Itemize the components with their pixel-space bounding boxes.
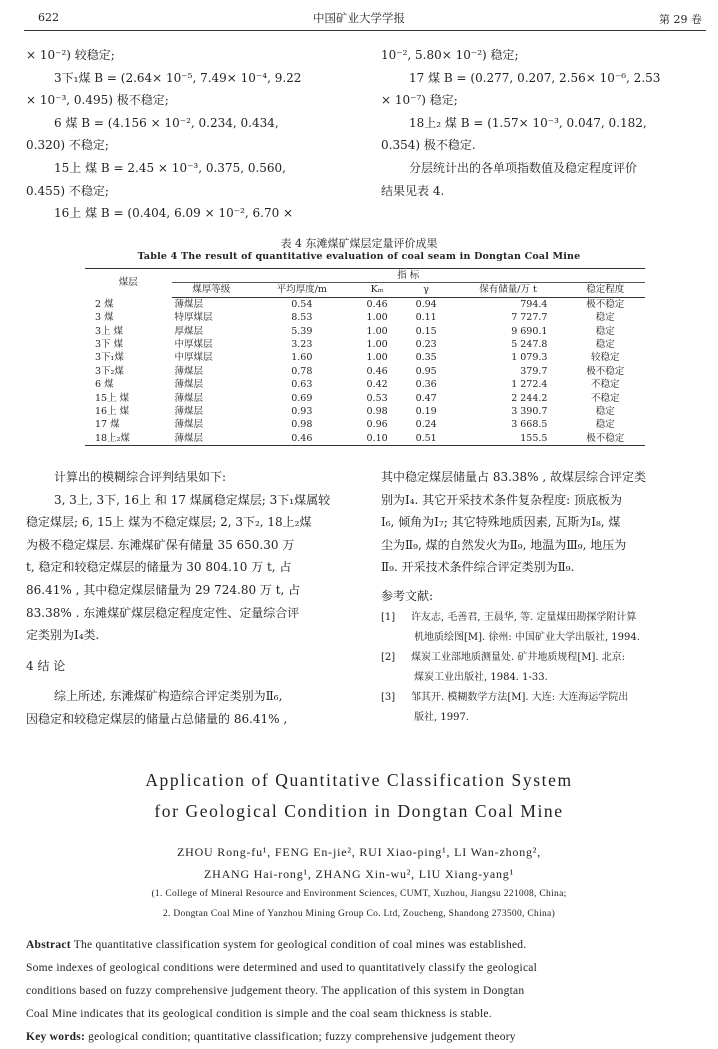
table-row — [85, 378, 645, 391]
right-column-top — [381, 44, 711, 202]
table-cell: 0.46 — [251, 432, 353, 446]
table-cell: 1.00 — [366, 312, 388, 324]
text-line: 0.320) 不稳定; — [26, 138, 109, 153]
table-cell: 0.36 — [415, 379, 437, 391]
table-cell: 稳定 — [595, 325, 615, 337]
table-cell: 0.47 — [415, 392, 437, 404]
affiliation-line1: (1. College of Mineral Resource and Environment Sciences, CUMT, Xuzhou, Jiangsu 221008, China; — [151, 889, 567, 899]
table-cell: 薄煤层 — [174, 419, 204, 431]
column-header: 保有储量/万 t — [451, 283, 566, 297]
english-title-line1: Application of Quantitative Classification System — [145, 770, 573, 790]
table-cell: 薄煤层 — [174, 406, 204, 418]
text-line: 17 煤 B = (0.277, 0.207, 2.56× 10⁻⁶, 2.53 — [409, 70, 661, 85]
table-cell: 0.98 — [366, 406, 388, 418]
keywords-text: geological condition; quantitative classification; fuzzy comprehensive judgement theory — [85, 1031, 516, 1043]
text-line: 15上 煤 B = 2.45 × 10⁻³, 0.375, 0.560, — [54, 160, 286, 175]
keywords-line — [26, 1026, 716, 1049]
table-cell: 3下₂煤 — [95, 365, 124, 377]
table-cell: 379.7 — [520, 365, 548, 377]
table-cell: 薄煤层 — [174, 365, 204, 377]
column-header: Kₘ — [353, 283, 402, 297]
abstract-line: conditions based on fuzzy comprehensive judgement theory. The application of this system in Dongtan — [26, 985, 525, 997]
text-line: × 10⁻⁷) 稳定; — [381, 93, 458, 108]
table-cell: 0.46 — [366, 298, 388, 310]
text-line: × 10⁻²) 较稳定; — [26, 48, 115, 62]
journal-title: 中国矿业大学学报 — [313, 11, 405, 25]
text-line: × 10⁻³, 0.495) 极不稳定; — [26, 93, 169, 108]
text-line: 83.38% . 东滩煤矿煤层稳定程度定性、定量综合评 — [26, 605, 300, 620]
table-row — [85, 311, 645, 324]
table-cell: 6 煤 — [95, 379, 114, 391]
group-header: 指 标 — [172, 269, 645, 283]
table-cell: 1 079.3 — [511, 352, 548, 364]
text-line: 86.41% , 其中稳定煤层储量为 29 724.80 万 t, 占 — [26, 582, 301, 597]
table-cell: 1 272.4 — [511, 379, 548, 391]
text-line: 18上₂ 煤 B = (1.57× 10⁻³, 0.047, 0.182, — [409, 115, 647, 130]
coal-seam-table — [85, 268, 645, 446]
text-line: t, 稳定和较稳定煤层的储量为 30 804.10 万 t, 占 — [26, 560, 292, 575]
table-cell: 薄煤层 — [174, 392, 204, 404]
table-cell: 极不稳定 — [586, 365, 625, 377]
table-cell: 7 727.7 — [511, 312, 548, 324]
left-column-bottom — [26, 466, 356, 731]
text-line: 为极不稳定煤层. 东滩煤矿保有储量 35 650.30 万 — [26, 537, 295, 552]
text-line: Ⅱ₉. 开采技术条件综合评定类别为Ⅱ₉. — [381, 560, 575, 575]
reference-text: 煤炭工业部地质测量处. 矿井地质规程[M]. 北京: — [411, 651, 626, 663]
table-cell: 1.00 — [366, 352, 388, 364]
abstract-line: Coal Mine indicates that its geological condition is simple and the coal seam thickness is stable. — [26, 1008, 492, 1020]
abstract-line — [26, 934, 716, 957]
page-header — [0, 8, 718, 30]
column-header: 煤厚等级 — [172, 283, 252, 297]
text-line: 0.455) 不稳定; — [26, 183, 109, 198]
table-cell: 0.46 — [366, 365, 388, 377]
table-cell: 稳定 — [595, 406, 615, 418]
text-line: 3下₁煤 B = (2.64× 10⁻⁵, 7.49× 10⁻⁴, 9.22 — [54, 70, 302, 85]
table-row — [85, 297, 645, 311]
abstract-text: The quantitative classification system for geological condition of coal mines was established. — [70, 939, 527, 951]
table-cell: 0.35 — [415, 352, 437, 364]
table-cell: 0.51 — [402, 432, 451, 446]
table-cell: 中厚煤层 — [174, 339, 213, 351]
table-cell: 2 煤 — [95, 298, 114, 310]
reference-item — [381, 608, 711, 648]
table-cell: 3.23 — [291, 339, 313, 351]
table-cell: 9 690.1 — [511, 325, 548, 337]
text-line: 结果见表 4. — [381, 183, 445, 198]
text-line: 0.354) 极不稳定. — [381, 138, 476, 153]
table-cell: 稳定 — [595, 419, 615, 431]
text-line: 别为Ⅰ₄. 其它开采技术条件复杂程度: 顶底板为 — [381, 492, 623, 507]
table-cell: 薄煤层 — [174, 379, 204, 391]
table-cell: 0.94 — [415, 298, 437, 310]
table-cell: 1.60 — [291, 352, 313, 364]
table-cell: 稳定 — [595, 312, 615, 324]
table-cell: 0.19 — [415, 406, 437, 418]
reference-item — [381, 648, 711, 688]
table-cell: 3下 煤 — [95, 339, 124, 351]
table-cell: 极不稳定 — [565, 432, 645, 446]
table-caption-en: Table 4 The result of quantitative evaluation of coal seam in Dongtan Coal Mine — [137, 251, 581, 262]
column-header: 稳定程度 — [565, 283, 645, 297]
table-cell: 0.54 — [291, 298, 313, 310]
table-cell: 薄煤层 — [174, 298, 204, 310]
text-line: 分层统计出的各单项指数值及稳定程度评价 — [409, 160, 638, 175]
reference-number: [3] — [381, 691, 396, 703]
table-cell: 18上₂煤 — [85, 432, 172, 446]
table-cell: 0.98 — [291, 419, 313, 431]
table-cell: 0.23 — [415, 339, 437, 351]
reference-number: [1] — [381, 611, 396, 623]
table-cell: 5 247.8 — [511, 339, 548, 351]
table-cell: 794.4 — [520, 298, 548, 310]
table-row — [85, 432, 645, 446]
table-row — [85, 418, 645, 431]
reference-text: 煤炭工业出版社, 1984. 1-33. — [414, 671, 548, 683]
table-cell: 0.96 — [366, 419, 388, 431]
keywords-label: Key words: — [26, 1031, 86, 1043]
text-line: 尘为Ⅱ₉, 煤的自然发火为Ⅱ₉, 地温为Ⅲ₉, 地压为 — [381, 537, 627, 552]
column-header: 平均厚度/m — [251, 283, 353, 297]
text-line: 其中稳定煤层储量占 83.38% , 故煤层综合评定类 — [381, 470, 647, 484]
table-cell: 厚煤层 — [174, 325, 204, 337]
text-line: 3, 3上, 3下, 16上 和 17 煤属稳定煤层; 3下₁煤属较 — [54, 492, 331, 507]
text-line: 16上 煤 B = (0.404, 6.09 × 10⁻², 6.70 × — [54, 206, 294, 221]
table-cell: 薄煤层 — [172, 432, 252, 446]
table-cell: 特厚煤层 — [174, 312, 213, 324]
text-line: 10⁻², 5.80× 10⁻²) 稳定; — [381, 48, 519, 62]
volume-label: 第 29 卷 — [659, 13, 702, 26]
table-cell: 0.11 — [415, 312, 437, 324]
left-column-top — [26, 44, 356, 225]
table-cell: 0.63 — [291, 379, 313, 391]
table-cell: 不稳定 — [590, 379, 620, 391]
affiliation-line2: 2. Dongtan Coal Mine of Yanzhou Mining Group Co. Ltd, Zoucheng, Shandong 273500, China) — [162, 909, 556, 919]
table-row — [85, 405, 645, 418]
table-cell: 极不稳定 — [586, 298, 625, 310]
table-caption-cn: 表 4 东滩煤矿煤层定量评价成果 — [280, 237, 438, 250]
column-header: γ — [402, 283, 451, 297]
table-cell: 不稳定 — [590, 392, 620, 404]
table-cell: 0.93 — [291, 406, 313, 418]
table-cell: 3 煤 — [95, 312, 114, 324]
table-cell: 0.24 — [415, 419, 437, 431]
table-cell: 0.78 — [291, 365, 313, 377]
table-row — [85, 392, 645, 405]
table-cell: 1.00 — [366, 339, 388, 351]
table-cell: 0.15 — [415, 325, 437, 337]
table-cell: 中厚煤层 — [174, 352, 213, 364]
reference-text: 版社, 1997. — [414, 711, 469, 723]
references-title: 参考文献: — [381, 588, 434, 603]
text-line: 定类别为Ⅰ₄类. — [26, 628, 100, 643]
authors-line2: ZHANG Hai-rong¹, ZHANG Xin-wu², LIU Xiang-yang¹ — [203, 867, 514, 881]
table-row — [85, 325, 645, 338]
table-cell: 较稳定 — [590, 352, 620, 364]
text-line: 综上所述, 东滩煤矿构造综合评定类别为Ⅱ₆, — [54, 689, 283, 704]
reference-text: 机地质绘图[M]. 徐州: 中国矿业大学出版社, 1994. — [414, 631, 640, 643]
section-heading: 4 结 论 — [26, 658, 66, 673]
header-rule — [24, 30, 706, 31]
reference-number: [2] — [381, 651, 396, 663]
table-cell: 0.95 — [415, 365, 437, 377]
table-cell: 3下₁煤 — [95, 352, 124, 364]
table-row — [85, 351, 645, 364]
abstract-line: Some indexes of geological conditions were determined and used to quantitatively classify the geological — [26, 962, 538, 974]
table-cell: 17 煤 — [95, 419, 120, 431]
table-cell: 155.5 — [451, 432, 566, 446]
text-line: 6 煤 B = (4.156 × 10⁻², 0.234, 0.434, — [54, 115, 279, 130]
table-cell: 0.53 — [366, 392, 388, 404]
table-cell: 5.39 — [291, 325, 313, 337]
english-title-line2: for Geological Condition in Dongtan Coal Mine — [154, 801, 564, 821]
table-cell: 15上 煤 — [95, 392, 130, 404]
table-row — [85, 338, 645, 351]
abstract-label: Abstract — [26, 939, 71, 951]
reference-text: 邹其开. 模糊数学方法[M]. 大连: 大连海运学院出 — [411, 691, 629, 703]
right-column-bottom — [381, 466, 711, 728]
table-cell: 16上 煤 — [95, 406, 130, 418]
authors-line1: ZHOU Rong-fu¹, FENG En-jie², RUI Xiao-ping¹, LI Wan-zhong², — [176, 845, 542, 859]
table-cell: 0.69 — [291, 392, 313, 404]
table-cell: 3上 煤 — [95, 325, 124, 337]
reference-text: 许友志, 毛善君, 王晨华, 等. 定量煤田勘探学附计算 — [411, 611, 637, 623]
text-line: 稳定煤层; 6, 15上 煤为不稳定煤层; 2, 3下₂, 18上₂煤 — [26, 515, 312, 530]
text-line: Ⅰ₆, 倾角为Ⅰ₇; 其它特殊地质因素, 瓦斯为Ⅰ₈, 煤 — [381, 515, 621, 530]
page-number: 622 — [38, 11, 59, 24]
table-cell: 2 244.2 — [511, 392, 548, 404]
table-cell: 稳定 — [595, 339, 615, 351]
text-line: 因稳定和较稳定煤层的储量占总储量的 86.41% , — [26, 711, 288, 726]
table-cell: 3 668.5 — [511, 419, 548, 431]
table-cell: 1.00 — [366, 325, 388, 337]
table-cell: 8.53 — [291, 312, 313, 324]
table-cell: 0.42 — [366, 379, 388, 391]
table-cell: 0.10 — [353, 432, 402, 446]
text-line: 计算出的模糊综合评判结果如下: — [54, 470, 227, 484]
reference-item — [381, 688, 711, 728]
table-cell: 3 390.7 — [511, 406, 548, 418]
column-header: 煤层 — [85, 269, 172, 298]
table-row — [85, 365, 645, 378]
